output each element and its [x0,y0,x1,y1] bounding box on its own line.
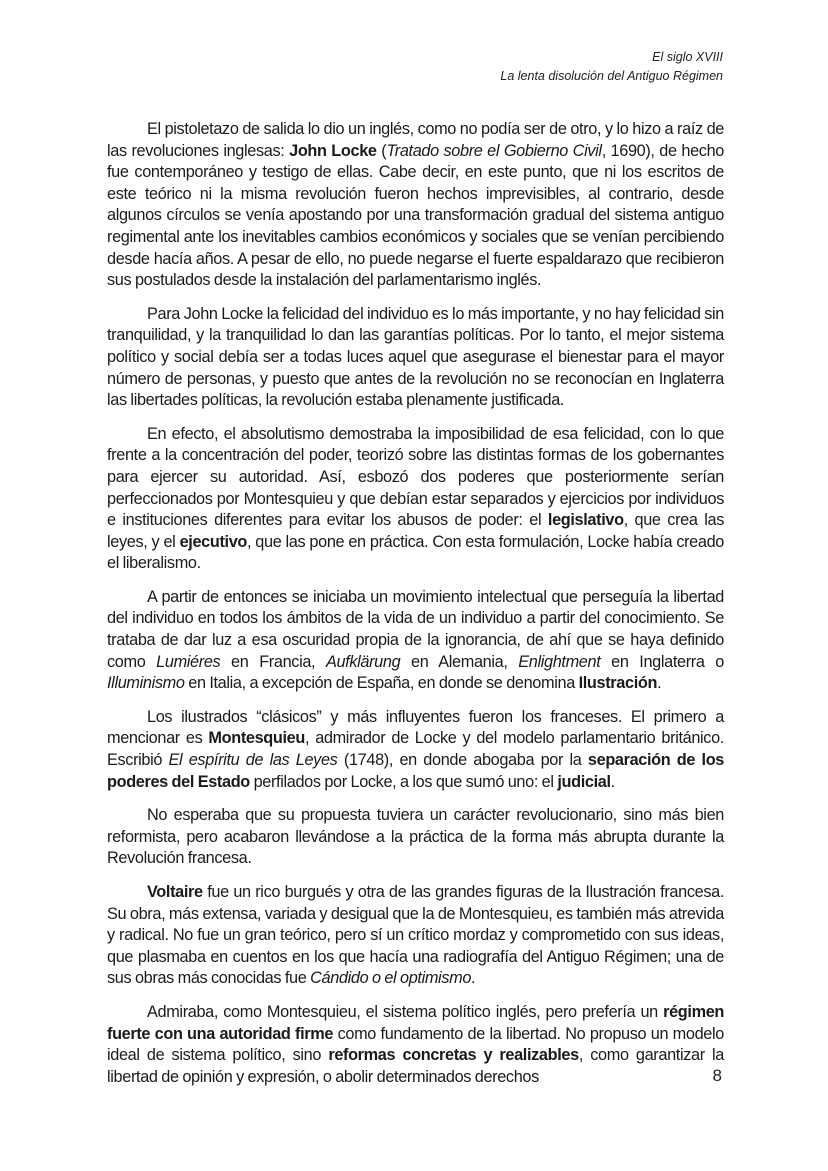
bold-term: reformas concretas y realizables [328,1046,579,1065]
italic-title: Aufklärung [325,652,401,671]
bold-term: John Locke [289,141,377,160]
italic-title: El espíritu de las Leyes [168,751,338,770]
paragraph-absolutism-powers [107,424,724,575]
text-run: . [657,674,662,693]
text-run: fue un rico burgués y otra de las grandes figuras de la Ilustración francesa. Su obra, más extensa, variada y desigual que la de Montesquieu, es también más atrevida y radical. No fue un gran teórico, pero sí un crítico mordaz y comprometido con sus ideas, que plasmaba en cuentos en los que hacía una radiografía del Antiguo Régimen; una de sus obras más conocidas fue [107,883,724,988]
bold-term: régimen fuerte con una autoridad firme [107,1002,724,1043]
text-run: ( [376,141,387,160]
paragraph-reformist [107,805,724,870]
text-run: , admirador de Locke y del modelo parlamentario británico. Escribió [107,729,724,770]
page-number: 8 [712,1066,722,1085]
text-run: Admiraba, como Montesquieu, el sistema político inglés, pero prefería un [147,1002,664,1021]
paragraph-locke-happiness [107,304,724,412]
text-run: , 1690), de hecho fue contemporáneo y testigo de ellas. Cabe decir, en este punto, que ni los escritos de este teórico ni la misma revolución fueron hechos imprevisibles, al contrario, desde algunos círculos se venía apostando por una transformación gradual del sistema antiguo regimental ante los inevitables cambios económicos y sociales que se venían percibiendo desde hacía años. A pesar de ello, no puede negarse el fuerte espaldarazo que recibieron sus postulados desde la instalación del parlamentarismo inglés. [107,141,724,290]
bold-term: judicial [557,772,611,791]
text-run: en Francia, [220,652,326,671]
text-run: A partir de entonces se iniciaba un movimiento intelectual que perseguía la libertad del individuo en todos los ámbitos de la vida de un individuo a partir del conocimiento. Se trataba de dar luz a esa oscuridad propia de la ignorancia, de ahí que se haya definido como [107,587,724,671]
text-run: No esperaba que su propuesta tuviera un carácter revolucionario, sino más bien reformista, pero acabaron llevándose a la práctica de la forma más abrupta durante la Revolución francesa. [107,806,724,868]
italic-title: Lumiéres [156,652,221,671]
running-header [500,48,723,86]
text-run: En efecto, el absolutismo demostraba la imposibilidad de esa felicidad, con lo que frente a la concentración del poder, teorizó sobre las distintas formas de los gobernantes para ejercer su autoridad. Así, esbozó dos poderes que posteriormente serían perfeccionados por Montesquieu y que debían estar separados y ejercicios por individuos e instituciones diferentes para evitar los abusos de poder: el [107,424,724,530]
text-run: en Inglaterra o [600,652,725,671]
bold-term: Voltaire [147,883,203,901]
italic-title: Illuminismo [107,674,185,693]
header-section-title: La lenta disolución del Antiguo Régimen [500,69,723,83]
italic-title: Tratado sobre el Gobierno Civil [386,141,602,160]
italic-title: Cándido o el optimismo [310,969,472,988]
paragraph-locke-intro [107,119,724,292]
bold-term: separación de los poderes del Estado [107,751,724,791]
text-run: en Italia, a excepción de España, en donde se denomina [184,674,579,693]
text-run: como fundamento de la libertad. No propuso un modelo ideal de sistema político, sino [107,1024,724,1065]
paragraph-enlightenment-movement [107,587,724,695]
bold-term: legislativo [547,511,624,530]
bold-term: Ilustración [578,674,658,693]
text-run: en Alemania, [400,652,519,671]
bold-term: Montesquieu [208,729,305,748]
text-run: , que crea las leyes, y el [107,511,725,551]
paragraph-voltaire-politics [107,1002,724,1088]
paragraph-montesquieu [107,707,724,793]
italic-title: Enlightment [518,652,601,671]
body-text [107,119,724,1100]
text-run: (1748), en donde abogaba por la [337,751,588,770]
text-run: perfilados por Locke, a los que sumó uno: el [249,772,558,791]
text-run: , como garantizar la libertad de opinión y expresión, o abolir determinados derechos [107,1046,725,1086]
text-run: Los ilustrados “clásicos” y más influyentes fueron los franceses. El primero a mencionar es [107,707,724,748]
text-run: . [610,772,615,791]
text-run: Para John Locke la felicidad del individuo es lo más importante, y no hay felicidad sin tranquilidad, y la tranquilidad lo dan las garantías políticas. Por lo tanto, el mejor sistema político y social debía ser a todas luces aquel que asegurase el bienestar para el mayor número de personas, y puesto que antes de la revolución no se reconocían en Inglaterra las libertades políticas, la revolución estaba plenamente justificada. [107,304,724,410]
text-run: , que las pone en práctica. Con esta formulación, Locke había creado el liberalismo. [107,532,724,573]
paragraph-voltaire [107,882,724,990]
text-run: . [471,969,476,988]
text-run: El pistoletazo de salida lo dio un inglés, como no podía ser de otro, y lo hizo a raíz de las revoluciones inglesas: [107,120,724,160]
bold-term: ejecutivo [179,532,247,551]
header-chapter-title: El siglo XVIII [652,50,723,64]
